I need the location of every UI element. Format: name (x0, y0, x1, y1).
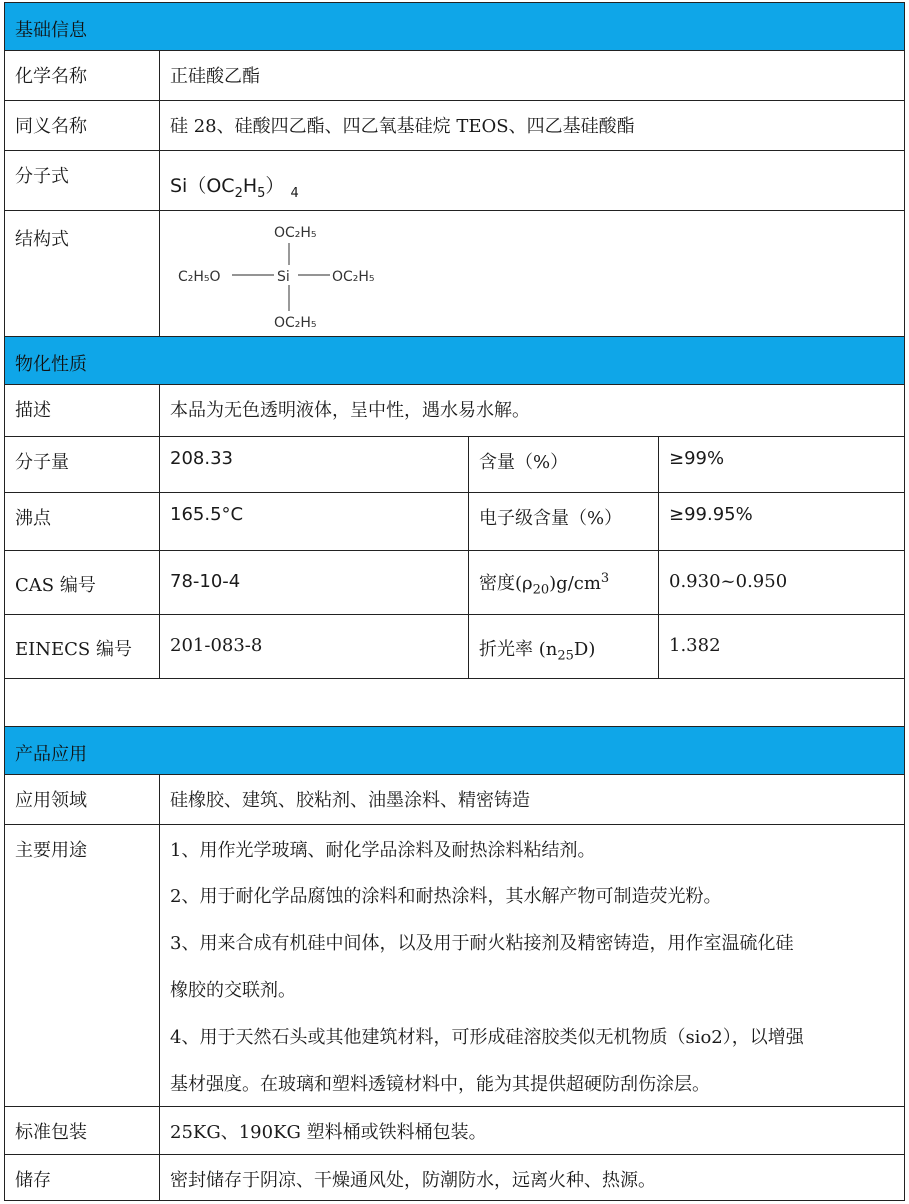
row-storage (4, 1154, 905, 1200)
boiling-point-value: 165.5°C (170, 504, 244, 525)
usage-line-3-cont: 橡胶的交联剂。 (170, 980, 296, 1001)
row-molecular-weight (4, 436, 905, 492)
chemical-name-label: 化学名称 (15, 66, 87, 87)
content-label: 含量（%） (479, 452, 569, 473)
structure-top-group: OC₂H₅ (274, 225, 317, 241)
molecular-formula-label: 分子式 (15, 166, 69, 187)
molecular-formula-value: $Si(OC_2H_5)$ $_4$ (170, 175, 299, 201)
section-title-physchem: 物化性质 (15, 354, 87, 375)
empty-spacer-row (4, 678, 905, 726)
row-synonyms (4, 100, 905, 150)
packaging-label: 标准包装 (15, 1122, 87, 1143)
row-main-uses (4, 824, 905, 1106)
row-application-field (4, 774, 905, 824)
usage-line-4: 4、用于天然石头或其他建筑材料，可形成硅溶胶类似无机物质（sio2），以增强 (170, 1027, 804, 1048)
row-standard-packaging (4, 1106, 905, 1154)
main-uses-label: 主要用途 (15, 840, 87, 861)
structure-right-group: OC₂H₅ (332, 269, 375, 285)
usage-line-2: 2、用于耐化学品腐蚀的涂料和耐热涂料，其水解产物可制造荧光粉。 (170, 886, 722, 907)
molecular-weight-value: 208.33 (170, 448, 233, 469)
cas-value: 78-10-4 (170, 571, 241, 592)
einecs-value: 201-083-8 (170, 635, 263, 656)
row-chemical-name (4, 50, 905, 100)
einecs-label: EINECS 编号 (15, 639, 132, 660)
section-title-application: 产品应用 (15, 744, 87, 765)
row-boiling-point (4, 492, 905, 550)
synonyms-value: 硅 28、硅酸四乙酯、四乙氧基硅烷 TEOS、四乙基硅酸酯 (170, 116, 635, 137)
application-field-value: 硅橡胶、建筑、胶粘剂、油墨涂料、精密铸造 (170, 790, 530, 811)
section-header-physchem (4, 336, 905, 384)
structural-formula-label: 结构式 (15, 229, 69, 250)
usage-line-1: 1、用作光学玻璃、耐化学品涂料及耐热涂料粘结剂。 (170, 840, 596, 861)
synonyms-label: 同义名称 (15, 116, 87, 137)
electronic-grade-value: ≥99.95% (669, 504, 753, 525)
usage-line-4-cont: 基材强度。在玻璃和塑料透镜材料中，能为其提供超硬防刮伤涂层。 (170, 1074, 710, 1095)
description-label: 描述 (15, 400, 51, 421)
usage-line-3: 3、用来合成有机硅中间体，以及用于耐火粘接剂及精密铸造，用作室温硫化硅 (170, 933, 794, 954)
refractive-index-label: 折光率 $(n_{25}D)$ (479, 639, 596, 664)
application-field-label: 应用领域 (15, 790, 87, 811)
structure-center-atom: Si (277, 269, 290, 285)
storage-value: 密封储存于阴凉、干燥通风处，防潮防水，远离火种、热源。 (170, 1170, 656, 1191)
section-header-application (4, 726, 905, 774)
structure-left-group: C₂H₅O (178, 269, 221, 285)
structure-bottom-group: OC₂H₅ (274, 315, 317, 331)
boiling-point-label: 沸点 (15, 508, 51, 529)
description-value: 本品为无色透明液体，呈中性，遇水易水解。 (170, 400, 530, 421)
row-cas-number (4, 550, 905, 614)
storage-label: 储存 (15, 1170, 51, 1191)
molecular-weight-label: 分子量 (15, 452, 69, 473)
density-label: 密度$(\rho_{20})g/cm^3$ (479, 571, 610, 598)
content-value: ≥99% (669, 448, 725, 469)
row-einecs-number (4, 614, 905, 678)
structural-formula-diagram (168, 211, 428, 335)
row-structural-formula (4, 210, 905, 336)
table-bottom-border (4, 1200, 905, 1201)
section-header-basic (4, 2, 905, 50)
electronic-grade-label: 电子级含量（%） (479, 508, 623, 529)
packaging-value: 25KG、190KG 塑料桶或铁料桶包装。 (170, 1122, 487, 1143)
density-value: 0.930~0.950 (669, 571, 788, 592)
row-molecular-formula (4, 150, 905, 210)
chemical-name-value: 正硅酸乙酯 (170, 66, 260, 87)
refractive-index-value: 1.382 (669, 635, 721, 656)
cas-label: CAS 编号 (15, 575, 96, 596)
row-description (4, 384, 905, 436)
section-title-basic: 基础信息 (15, 20, 87, 41)
